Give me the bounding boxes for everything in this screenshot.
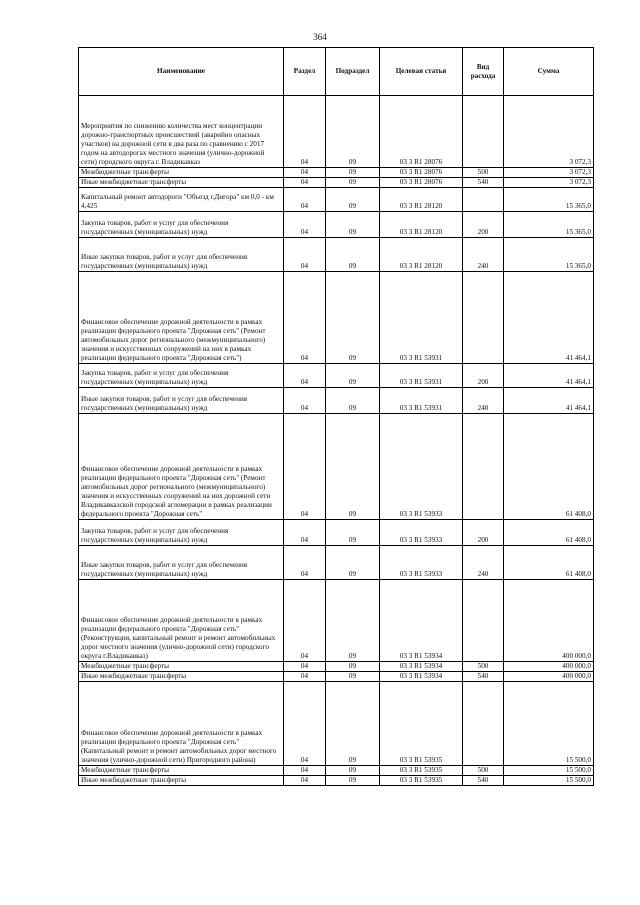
row-subsection: 09 — [326, 682, 380, 766]
row-expense-type: 540 — [463, 672, 504, 682]
table-row — [79, 168, 594, 178]
row-target: 03 3 R1 28076 — [380, 178, 463, 188]
row-target: 03 3 R1 28076 — [380, 168, 463, 178]
row-section: 04 — [284, 188, 326, 212]
row-sum: 400 000,0 — [504, 672, 594, 682]
table-row — [79, 388, 594, 414]
row-expense-type — [463, 96, 504, 168]
row-sum: 61 408,0 — [504, 546, 594, 580]
row-name: Межбюджетные трансферты — [79, 766, 284, 776]
row-target: 03 3 R1 53933 — [380, 520, 463, 546]
row-sum: 3 072,3 — [504, 96, 594, 168]
table-row — [79, 682, 594, 766]
row-sum: 15 365,0 — [504, 212, 594, 238]
row-name: Финансовое обеспечение дорожной деятельности в рамках реализации федерального проекта "Дорожная сеть" (Капитальный ремонт и ремонт автомобильных дорог местного значения (улично-дорожной сети) Пригородного района) — [79, 682, 284, 766]
row-target: 03 3 R1 53935 — [380, 776, 463, 786]
budget-table — [78, 47, 594, 786]
table-row — [79, 766, 594, 776]
row-subsection: 09 — [326, 178, 380, 188]
row-sum: 3 072,3 — [504, 178, 594, 188]
row-subsection: 09 — [326, 388, 380, 414]
row-section: 04 — [284, 212, 326, 238]
row-section: 04 — [284, 414, 326, 520]
table-row — [79, 178, 594, 188]
row-target: 03 3 R1 28120 — [380, 238, 463, 272]
row-section: 04 — [284, 96, 326, 168]
row-section: 04 — [284, 178, 326, 188]
row-section: 04 — [284, 580, 326, 662]
row-target: 03 3 R1 53935 — [380, 682, 463, 766]
table-header-row — [79, 48, 594, 96]
header-subsection: Подраздел — [326, 48, 380, 96]
row-target: 03 3 R1 53934 — [380, 672, 463, 682]
row-expense-type: 540 — [463, 776, 504, 786]
header-sum: Сумма — [504, 48, 594, 96]
row-target: 03 3 R1 53931 — [380, 388, 463, 414]
header-target: Целевая статья — [380, 48, 463, 96]
row-expense-type: 500 — [463, 766, 504, 776]
row-expense-type: 540 — [463, 178, 504, 188]
row-subsection: 09 — [326, 414, 380, 520]
row-subsection: 09 — [326, 212, 380, 238]
row-name: Иные закупки товаров, работ и услуг для обеспечения государственных (муниципальных) нужд — [79, 388, 284, 414]
row-expense-type: 240 — [463, 238, 504, 272]
row-target: 03 3 R1 53933 — [380, 414, 463, 520]
row-target: 03 3 R1 28120 — [380, 212, 463, 238]
row-expense-type: 240 — [463, 546, 504, 580]
row-target: 03 3 R1 53934 — [380, 662, 463, 672]
row-section: 04 — [284, 520, 326, 546]
table-row — [79, 272, 594, 364]
row-section: 04 — [284, 662, 326, 672]
row-section: 04 — [284, 682, 326, 766]
row-subsection: 09 — [326, 364, 380, 388]
row-sum: 15 365,0 — [504, 238, 594, 272]
table-row — [79, 364, 594, 388]
row-expense-type — [463, 272, 504, 364]
row-subsection: 09 — [326, 776, 380, 786]
row-section: 04 — [284, 672, 326, 682]
table-row — [79, 580, 594, 662]
row-expense-type — [463, 682, 504, 766]
row-expense-type: 240 — [463, 388, 504, 414]
row-subsection: 09 — [326, 188, 380, 212]
row-sum: 400 000,0 — [504, 580, 594, 662]
row-section: 04 — [284, 388, 326, 414]
row-subsection: 09 — [326, 238, 380, 272]
row-sum: 3 072,3 — [504, 168, 594, 178]
header-section: Раздел — [284, 48, 326, 96]
table-row — [79, 672, 594, 682]
row-section: 04 — [284, 546, 326, 580]
row-expense-type — [463, 580, 504, 662]
row-name: Мероприятия по снижению количества мест концентрации дорожно-транспортных происшествий (аварийно опасных участков) на дорожной сети в два раза по сравнению с 2017 годом на автодорогах местного значения (улично-дорожной сети) городского округа г. Владикавказ — [79, 96, 284, 168]
row-name: Закупка товаров, работ и услуг для обеспечения государственных (муниципальных) нужд — [79, 364, 284, 388]
row-name: Финансовое обеспечение дорожной деятельности в рамках реализации федерального проекта "Дорожная сеть" (Ремонт автомобильных дорог регионального (межмуниципального) значения и искусственных сооружений на них дорожной сети Владикавказской городской агломерации в рамках реализации федерального проекта "Дорожная сеть" — [79, 414, 284, 520]
row-name: Иные межбюджетные трансферты — [79, 672, 284, 682]
row-section: 04 — [284, 364, 326, 388]
row-expense-type: 200 — [463, 520, 504, 546]
row-section: 04 — [284, 766, 326, 776]
row-expense-type: 200 — [463, 212, 504, 238]
row-name: Межбюджетные трансферты — [79, 168, 284, 178]
row-target: 03 3 R1 53935 — [380, 766, 463, 776]
table-row — [79, 212, 594, 238]
row-section: 04 — [284, 168, 326, 178]
row-target: 03 3 R1 28076 — [380, 96, 463, 168]
row-expense-type: 500 — [463, 662, 504, 672]
table-row — [79, 546, 594, 580]
table-body — [79, 96, 594, 786]
row-name: Межбюджетные трансферты — [79, 662, 284, 672]
row-name: Финансовое обеспечение дорожной деятельности в рамках реализации федерального проекта "Дорожная сеть" (Ремонт автомобильных дорог регионального (межмуниципального) значения и искусственных сооружений на них в рамках реализации федерального проекта "Дорожная сеть") — [79, 272, 284, 364]
row-expense-type: 500 — [463, 168, 504, 178]
row-sum: 15 365,0 — [504, 188, 594, 212]
row-sum: 41 464,1 — [504, 364, 594, 388]
row-sum: 15 500,0 — [504, 776, 594, 786]
row-name: Иные закупки товаров, работ и услуг для обеспечения государственных (муниципальных) нужд — [79, 238, 284, 272]
header-name: Наименование — [79, 48, 284, 96]
row-target: 03 3 R1 28120 — [380, 188, 463, 212]
row-name: Финансовое обеспечение дорожной деятельности в рамках реализации федерального проекта "Дорожная сеть" (Реконструкция, капитальный ремонт и ремонт автомобильных дорог местного значения (улично-дорожной сети) городского округа г.Владикавказ) — [79, 580, 284, 662]
row-name: Иные закупки товаров, работ и услуг для обеспечения государственных (муниципальных) нужд — [79, 546, 284, 580]
page-number: 364 — [313, 32, 327, 42]
row-expense-type: 200 — [463, 364, 504, 388]
row-sum: 400 000,0 — [504, 662, 594, 672]
row-subsection: 09 — [326, 272, 380, 364]
row-expense-type — [463, 414, 504, 520]
row-sum: 15 500,0 — [504, 682, 594, 766]
row-subsection: 09 — [326, 546, 380, 580]
table-row — [79, 96, 594, 168]
row-subsection: 09 — [326, 168, 380, 178]
row-subsection: 09 — [326, 672, 380, 682]
row-subsection: 09 — [326, 580, 380, 662]
row-sum: 61 408,0 — [504, 520, 594, 546]
table-row — [79, 520, 594, 546]
table-row — [79, 414, 594, 520]
row-section: 04 — [284, 238, 326, 272]
table-row — [79, 188, 594, 212]
row-target: 03 3 R1 53931 — [380, 364, 463, 388]
row-subsection: 09 — [326, 96, 380, 168]
table-row — [79, 238, 594, 272]
row-sum: 41 464,1 — [504, 388, 594, 414]
table-row — [79, 776, 594, 786]
row-name: Иные межбюджетные трансферты — [79, 178, 284, 188]
row-section: 04 — [284, 776, 326, 786]
header-expense-type: Вид расхода — [463, 48, 504, 96]
row-subsection: 09 — [326, 520, 380, 546]
row-section: 04 — [284, 272, 326, 364]
row-sum: 61 408,0 — [504, 414, 594, 520]
row-target: 03 3 R1 53933 — [380, 546, 463, 580]
row-subsection: 09 — [326, 662, 380, 672]
row-name: Иные межбюджетные трансферты — [79, 776, 284, 786]
row-expense-type — [463, 188, 504, 212]
row-sum: 15 500,0 — [504, 766, 594, 776]
table-row — [79, 662, 594, 672]
row-target: 03 3 R1 53934 — [380, 580, 463, 662]
row-target: 03 3 R1 53931 — [380, 272, 463, 364]
row-name: Закупка товаров, работ и услуг для обеспечения государственных (муниципальных) нужд — [79, 520, 284, 546]
row-subsection: 09 — [326, 766, 380, 776]
row-name: Капитальный ремонт автодороги "Объезд г.Дигора" км 0,0 - км 4,425 — [79, 188, 284, 212]
row-name: Закупка товаров, работ и услуг для обеспечения государственных (муниципальных) нужд — [79, 212, 284, 238]
row-sum: 41 464,1 — [504, 272, 594, 364]
